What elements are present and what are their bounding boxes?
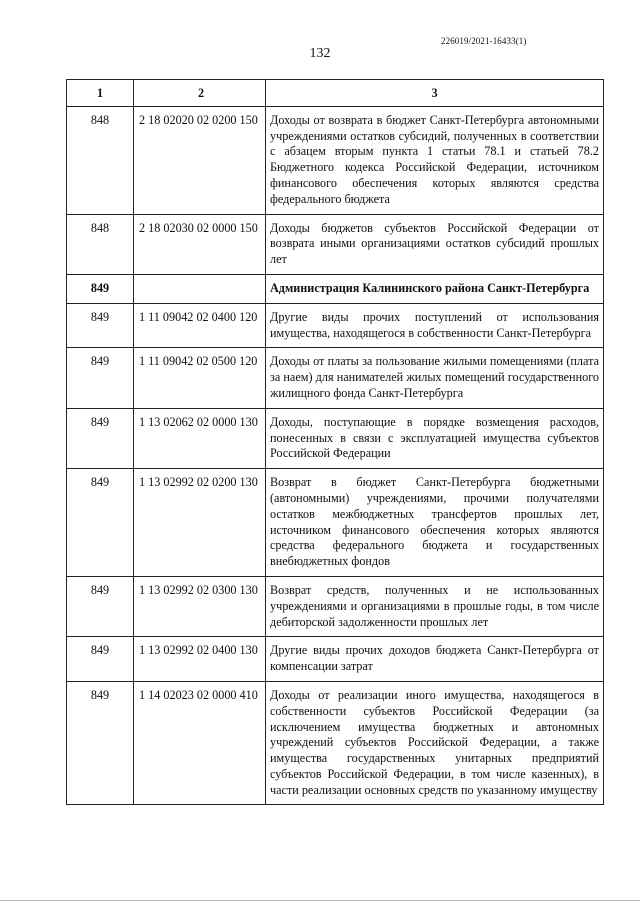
revenue-code-cell: 2 18 02020 02 0200 150 — [134, 106, 266, 214]
revenue-code-cell: 1 13 02992 02 0400 130 — [134, 637, 266, 682]
admin-code-cell: 849 — [67, 303, 134, 348]
table-row — [67, 637, 604, 682]
document-registration-number: 226019/2021-16433(1) — [441, 36, 527, 46]
admin-code-cell: 848 — [67, 214, 134, 274]
revenue-code-cell: 1 13 02992 02 0300 130 — [134, 576, 266, 636]
revenue-code-cell: 2 18 02030 02 0000 150 — [134, 214, 266, 274]
table-row — [67, 469, 604, 577]
admin-code-cell: 849 — [67, 576, 134, 636]
revenue-code-cell: 1 11 09042 02 0500 120 — [134, 348, 266, 408]
revenue-code-cell: 1 11 09042 02 0400 120 — [134, 303, 266, 348]
admin-code-cell: 849 — [67, 681, 134, 805]
table-row — [67, 408, 604, 468]
revenue-description-cell: Доходы, поступающие в порядке возмещения расходов, понесенных в связи с эксплуатацией имущества субъектов Российской Федерации — [266, 408, 604, 468]
revenue-description-cell: Доходы от реализации иного имущества, находящегося в собственности субъектов Российской Федерации (за исключением имущества бюджетных и автономных учреждений субъектов Российской Федерации, а также имущества государственных унитарных предприятий субъектов Российской Федерации, в том числе казенных), в части реализации основных средств по указанному имуществу — [266, 681, 604, 805]
column-header-3: 3 — [266, 80, 604, 107]
admin-code-cell: 849 — [67, 274, 134, 303]
column-header-1: 1 — [67, 80, 134, 107]
table-row — [67, 214, 604, 274]
revenue-description-cell: Возврат средств, полученных и не использованных учреждениями и организациями в прошлые годы, в том числе дебиторской задолженности прошлых лет — [266, 576, 604, 636]
table-row — [67, 303, 604, 348]
table-row — [67, 348, 604, 408]
table-row — [67, 576, 604, 636]
admin-code-cell: 849 — [67, 348, 134, 408]
table-row — [67, 681, 604, 805]
admin-code-cell: 849 — [67, 408, 134, 468]
revenue-description-cell: Другие виды прочих доходов бюджета Санкт-Петербурга от компенсации затрат — [266, 637, 604, 682]
revenue-description-cell: Другие виды прочих поступлений от использования имущества, находящегося в собственности Санкт-Петербурга — [266, 303, 604, 348]
revenue-description-cell: Доходы от возврата в бюджет Санкт-Петербурга автономными учреждениями остатков субсидий, полученных в соответствии с абзацем вторым пункта 1 статьи 78.1 и статьей 78.2 Бюджетного кодекса Российской Федерации, источником финансового обеспечения которых являются средства федерального бюджета — [266, 106, 604, 214]
page-number: 132 — [309, 46, 331, 61]
table-section-row — [67, 274, 604, 303]
table-row — [67, 106, 604, 214]
revenue-description-cell: Доходы от платы за пользование жилыми помещениями (плата за наем) для нанимателей жилых помещений государственного жилищного фонда Санкт-Петербурга — [266, 348, 604, 408]
admin-code-cell: 849 — [67, 469, 134, 577]
revenue-description-cell: Возврат в бюджет Санкт-Петербурга бюджетными (автономными) учреждениями, прочими получателями остатков межбюджетных трансфертов прошлых лет, источником финансового обеспечения которых являются средства федерального бюджета и государственных внебюджетных фондов — [266, 469, 604, 577]
admin-code-cell: 848 — [67, 106, 134, 214]
scan-bottom-edge — [0, 900, 640, 905]
column-header-2: 2 — [134, 80, 266, 107]
revenue-code-cell — [134, 274, 266, 303]
revenue-codes-table — [66, 79, 604, 805]
revenue-description-cell: Администрация Калининского района Санкт-Петербурга — [266, 274, 604, 303]
table-header-row — [67, 80, 604, 107]
revenue-description-cell: Доходы бюджетов субъектов Российской Федерации от возврата иными организациями остатков субсидий прошлых лет — [266, 214, 604, 274]
revenue-code-cell: 1 13 02062 02 0000 130 — [134, 408, 266, 468]
revenue-code-cell: 1 13 02992 02 0200 130 — [134, 469, 266, 577]
revenue-code-cell: 1 14 02023 02 0000 410 — [134, 681, 266, 805]
admin-code-cell: 849 — [67, 637, 134, 682]
